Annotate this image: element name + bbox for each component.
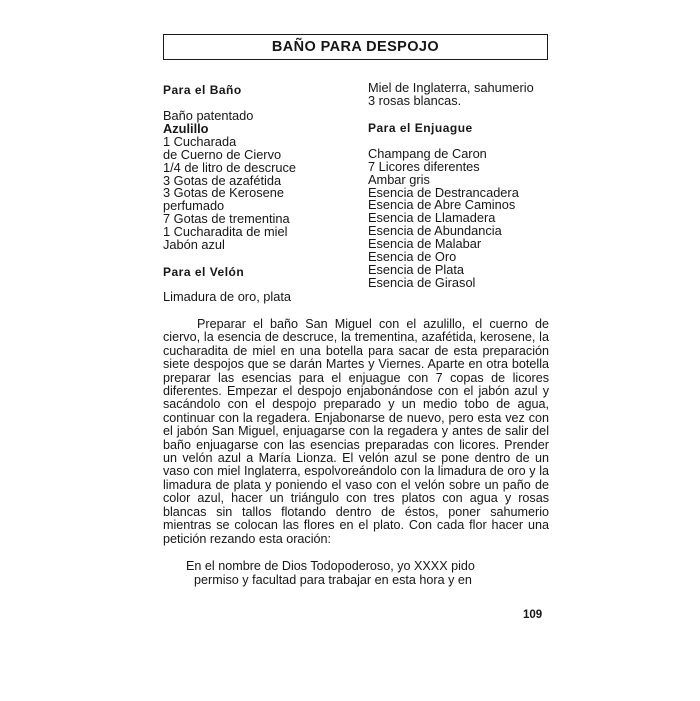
prayer-line: En el nombre de Dios Todopoderoso, yo XXXX pido	[186, 559, 475, 573]
bano-ingredient-list	[163, 110, 358, 252]
list-item: 1 Cucharadita de miel	[163, 224, 288, 240]
list-item: Ambar gris	[368, 171, 430, 187]
page-number: 109	[523, 609, 543, 621]
list-item: 3 Gotas de Kerosene	[163, 185, 284, 201]
enjuague-heading: Para el Enjuague	[368, 120, 473, 135]
list-item: Esencia de Destrancadera	[368, 184, 519, 200]
list-item: 7 Licores diferentes	[368, 158, 480, 174]
list-item: 1/4 de litro de descruce	[163, 159, 297, 175]
list-item: Esencia de Abre Caminos	[368, 197, 516, 213]
list-item: Champang de Caron	[368, 145, 487, 161]
list-item: Limadura de oro, plata	[163, 288, 292, 304]
velon-continued-list	[368, 82, 558, 108]
list-item: 7 Gotas de trementina	[163, 211, 290, 227]
list-item: Miel de Inglaterra, sahumerio	[368, 80, 534, 95]
ingredients-right-column	[368, 80, 558, 290]
prayer-text	[163, 559, 549, 587]
list-item: Azulillo	[163, 120, 209, 136]
list-item: Esencia de Girasol	[368, 274, 476, 290]
instructions-text: Preparar el baño San Miguel con el azulillo, el cuerno de ciervo, la esencia de descruce, la trementina, azafétida, kerosene, la cucharadita de miel en una botella para sacar de esta preparación siete despojos que se darán Martes y Viernes. Aparte en otra botella preparar las esencias para el enjuague con 7 copas de licores diferentes. Empezar el despojo enjabonándose con el jabón azul y sacándolo con el despojo preparado y un medio tobo de agua, continuar con la regadera. Enjabonarse de nuevo, pero esta vez con el jabón San Miguel, enjuagarse con la regadera y antes de salir del baño enjuagarse con las esencias preparadas con licores. Prender un velón azul a María Lionza. El velón azul se pone dentro de un vaso con miel Inglaterra, espolvoreándolo con la limadura de oro y la limadura de plata y poniendo el vaso con el velón sobre un paño de color azul, hacer un triángulo con tres platos con agua y rosas blancas sin tallos flotando dentro de éstos, poner sahumerio mientras se colocan las flores en el plato. Con cada flor hacer una petición rezando esta oración:	[163, 317, 549, 546]
list-item: Jabón azul	[163, 237, 225, 253]
list-item: 3 rosas blancas.	[368, 92, 462, 108]
page-title: BAÑO PARA DESPOJO	[271, 39, 440, 55]
bano-heading: Para el Baño	[163, 83, 242, 97]
list-item: Baño patentado	[163, 108, 254, 123]
list-item: Esencia de Malabar	[368, 236, 482, 252]
list-item: Esencia de Plata	[368, 261, 465, 277]
list-item: 1 Cucharada	[163, 133, 237, 149]
title-box	[163, 34, 548, 60]
velon-heading: Para el Velón	[163, 264, 245, 279]
ingredients-left-column	[163, 84, 358, 304]
list-item: 3 Gotas de azafétida	[163, 172, 282, 188]
list-item: Esencia de Oro	[368, 249, 457, 265]
enjuague-ingredient-list	[368, 145, 558, 290]
velon-ingredient-list	[163, 288, 358, 304]
list-item: de Cuerno de Ciervo	[163, 146, 282, 162]
list-item: Esencia de Abundancia	[368, 223, 502, 239]
list-item: Esencia de Llamadera	[368, 210, 496, 226]
instructions-paragraph	[163, 318, 549, 546]
prayer-line: permiso y facultad para trabajar en esta hora y en	[194, 573, 472, 587]
list-item: perfumado	[163, 198, 225, 214]
